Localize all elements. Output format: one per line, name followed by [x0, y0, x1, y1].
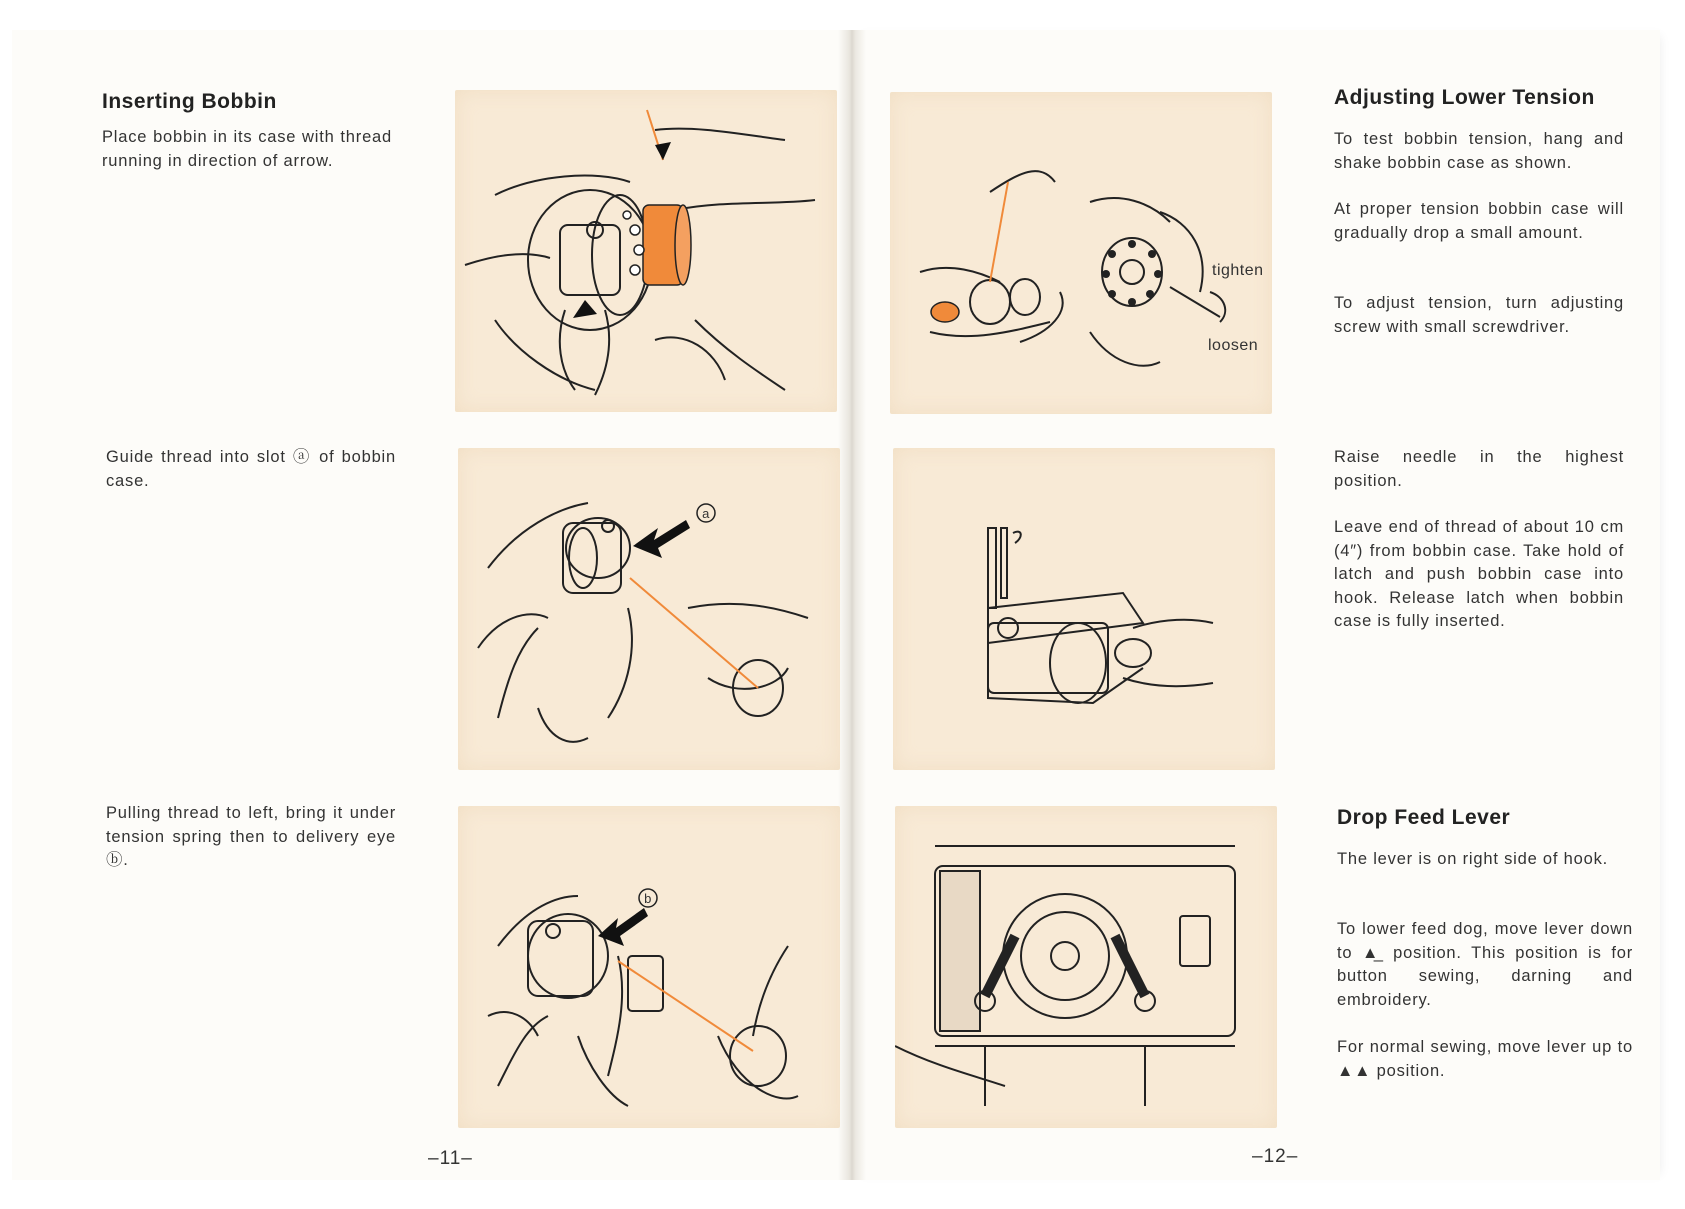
text-guide-thread: Guide thread into slot ⓐ of bobbin case. — [106, 448, 396, 490]
text-lower-feed-dog: To lower feed dog, move lever down to ▲̲ position. This position is for button sewing, darning and embroidery. — [1337, 920, 1633, 1009]
illustration-hook-area — [895, 806, 1277, 1128]
label-loosen: loosen — [1208, 337, 1259, 354]
svg-text:b: b — [644, 891, 652, 906]
text-proper-tension: At proper tension bobbin case will gradually drop a small amount. — [1334, 200, 1624, 242]
figure-guide-thread-slot — [458, 448, 840, 770]
text-normal-sewing: For normal sewing, move lever up to ▲▲ position. — [1337, 1038, 1633, 1080]
text-adjust-tension: To adjust tension, turn adjusting screw with small screwdriver. — [1334, 294, 1624, 336]
figure-test-tension — [890, 92, 1272, 414]
book-gutter — [838, 30, 866, 1180]
label-tighten: tighten — [1212, 262, 1264, 279]
illustration-thread-slot — [458, 448, 840, 770]
figure-insert-bobbin — [455, 90, 837, 412]
text-place-bobbin: Place bobbin in its case with thread running in direction of arrow. — [102, 128, 392, 170]
page-number-left: –11– — [428, 1148, 473, 1169]
heading-adjusting-lower-tension: Adjusting Lower Tension — [1334, 86, 1595, 109]
text-test-tension: To test bobbin tension, hang and shake bobbin case as shown. — [1334, 130, 1624, 172]
text-raise-needle: Raise needle in the highest position. — [1334, 448, 1624, 490]
heading-drop-feed-lever: Drop Feed Lever — [1337, 806, 1511, 829]
svg-text:a: a — [702, 506, 710, 521]
illustration-tension-test — [890, 92, 1272, 414]
figure-insert-case — [893, 448, 1275, 770]
illustration-hands-bobbin — [455, 90, 837, 412]
text-lever-location: The lever is on right side of hook. — [1337, 850, 1609, 868]
illustration-insert-case — [893, 448, 1275, 770]
figure-drop-feed-lever — [895, 806, 1277, 1128]
heading-inserting-bobbin: Inserting Bobbin — [102, 90, 277, 113]
text-leave-thread: Leave end of thread of about 10 cm (4″) from bobbin case. Take hold of latch and push bobbin case into hook. Release latch when bobbin case is fully inserted. — [1334, 518, 1624, 630]
text-pulling-thread: Pulling thread to left, bring it under tension spring then to delivery eye ⓑ. — [106, 804, 396, 869]
page-number-right: –12– — [1252, 1146, 1299, 1167]
illustration-delivery-eye — [458, 806, 840, 1128]
figure-tension-spring — [458, 806, 840, 1128]
